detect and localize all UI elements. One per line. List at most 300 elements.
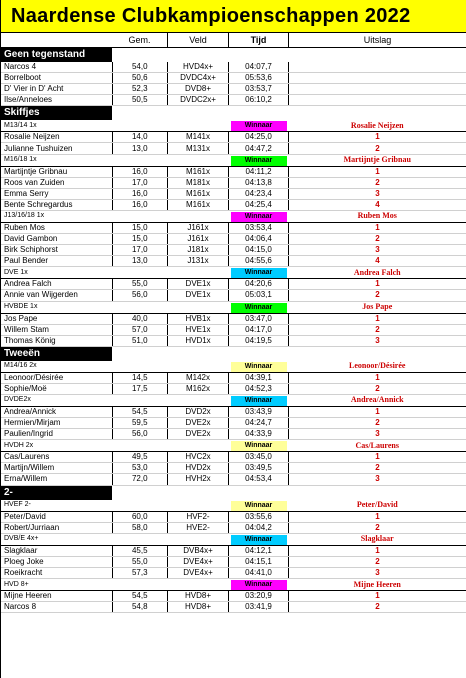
entry-name: Paulien/Ingrid [1, 429, 112, 440]
entry-veld: DVE2x [168, 418, 229, 429]
table-row [1, 556, 466, 567]
entry-tijd: 04:55,6 [229, 256, 289, 267]
entry-rank: 2 [289, 383, 466, 394]
entry-gem: 56,0 [112, 290, 168, 301]
category-spacer [168, 361, 229, 373]
winner-badge: Winnaar [231, 121, 287, 131]
category-row [1, 361, 466, 373]
entry-name: Rosalie Neijzen [1, 132, 112, 143]
entry-name: Slagklaar [1, 545, 112, 556]
category-spacer [168, 533, 229, 545]
winner-badge: Winnaar [231, 535, 287, 545]
section-header-row [1, 48, 466, 63]
entry-tijd: 03:47,0 [229, 313, 289, 324]
table-row [1, 143, 466, 154]
entry-tijd: 03:53,7 [229, 84, 289, 95]
winner-cell [229, 394, 289, 406]
table-row [1, 383, 466, 394]
table-row [1, 62, 466, 73]
section-spacer [229, 48, 289, 63]
table-row [1, 474, 466, 485]
winner-badge: Winnaar [231, 580, 287, 590]
entry-veld: HVE2- [168, 522, 229, 533]
entry-tijd: 04:52,3 [229, 383, 289, 394]
category-spacer [168, 500, 229, 512]
entry-gem: 57,0 [112, 324, 168, 335]
entry-name: Robert/Jurriaan [1, 522, 112, 533]
table-row [1, 177, 466, 188]
entry-veld: DVDC2x+ [168, 95, 229, 106]
table-row [1, 290, 466, 301]
entry-gem: 54,5 [112, 406, 168, 417]
entry-tijd: 03:20,9 [229, 591, 289, 602]
section-title: Skiffjes [1, 106, 112, 121]
header-tijd: Tijd [229, 33, 289, 48]
category-spacer [168, 301, 229, 313]
winner-badge: Winnaar [231, 212, 287, 222]
entry-gem: 55,0 [112, 556, 168, 567]
table-row [1, 372, 466, 383]
entry-veld: HVF2- [168, 511, 229, 522]
category-spacer [168, 154, 229, 166]
entry-gem: 13,0 [112, 143, 168, 154]
entry-veld: HVE1x [168, 324, 229, 335]
entry-name: Ilse/Anneloes [1, 95, 112, 106]
entry-rank: 3 [289, 429, 466, 440]
winner-cell [229, 267, 289, 279]
winner-name: Ruben Mos [289, 210, 466, 222]
header-row [1, 33, 466, 48]
entry-veld: DVE4x+ [168, 567, 229, 578]
entry-veld: HVC2x [168, 452, 229, 463]
entry-gem: 57,3 [112, 567, 168, 578]
entry-tijd: 04:20,6 [229, 279, 289, 290]
entry-rank: 2 [289, 602, 466, 613]
entry-gem: 50,6 [112, 73, 168, 84]
entry-rank: 1 [289, 591, 466, 602]
entry-name: Roos van Zuiden [1, 177, 112, 188]
entry-tijd: 03:55,6 [229, 511, 289, 522]
table-row [1, 463, 466, 474]
entry-rank: 3 [289, 474, 466, 485]
entry-tijd: 04:06,4 [229, 234, 289, 245]
entry-tijd: 04:15,1 [229, 556, 289, 567]
table-row [1, 95, 466, 106]
category-label: HVEF 2- [1, 500, 112, 512]
winner-cell [229, 210, 289, 222]
table-row [1, 222, 466, 233]
entry-rank: 1 [289, 452, 466, 463]
entry-rank: 1 [289, 372, 466, 383]
category-spacer [112, 500, 168, 512]
category-row [1, 301, 466, 313]
table-row [1, 511, 466, 522]
category-spacer [112, 210, 168, 222]
entry-rank: 1 [289, 406, 466, 417]
entry-veld: M142x [168, 372, 229, 383]
entry-tijd: 03:49,5 [229, 463, 289, 474]
entry-gem: 13,0 [112, 256, 168, 267]
section-spacer [168, 106, 229, 121]
table-row [1, 591, 466, 602]
table-row [1, 567, 466, 578]
entry-name: Leonoor/Désirée [1, 372, 112, 383]
entry-rank: 2 [289, 177, 466, 188]
section-header-row [1, 346, 466, 361]
winner-name: Rosalie Neijzen [289, 120, 466, 132]
section-spacer [112, 485, 168, 500]
entry-gem: 72,0 [112, 474, 168, 485]
entry-rank: 1 [289, 545, 466, 556]
entry-rank: 2 [289, 418, 466, 429]
category-spacer [168, 120, 229, 132]
entry-veld: DVB4x+ [168, 545, 229, 556]
entry-veld: DVE4x+ [168, 556, 229, 567]
winner-name: Leonoor/Désirée [289, 361, 466, 373]
header-uitslag: Uitslag [289, 33, 466, 48]
category-row [1, 210, 466, 222]
entry-gem: 15,0 [112, 222, 168, 233]
entry-name: Birk Schiphorst [1, 245, 112, 256]
entry-gem: 17,0 [112, 177, 168, 188]
table-row [1, 84, 466, 95]
winner-cell [229, 500, 289, 512]
table-row [1, 452, 466, 463]
category-label: DVE 1x [1, 267, 112, 279]
entry-tijd: 05:53,6 [229, 73, 289, 84]
winner-badge: Winnaar [231, 156, 287, 166]
entry-veld: J181x [168, 245, 229, 256]
category-spacer [112, 154, 168, 166]
category-spacer [168, 394, 229, 406]
entry-gem: 55,0 [112, 279, 168, 290]
entry-name: D' Vier in D' Acht [1, 84, 112, 95]
entry-gem: 54,8 [112, 602, 168, 613]
entry-tijd: 04:13,8 [229, 177, 289, 188]
entry-gem: 17,5 [112, 383, 168, 394]
table-row [1, 132, 466, 143]
entry-tijd: 04:07,7 [229, 62, 289, 73]
entry-rank: 3 [289, 188, 466, 199]
entry-name: Narcos 8 [1, 602, 112, 613]
entry-rank: 1 [289, 313, 466, 324]
entry-rank [289, 84, 466, 95]
entry-tijd: 04:25,0 [229, 132, 289, 143]
entry-veld: HVD4x+ [168, 62, 229, 73]
results-table [1, 33, 466, 613]
entry-rank [289, 95, 466, 106]
page-title [1, 0, 466, 33]
entry-name: Roeikracht [1, 567, 112, 578]
category-row [1, 154, 466, 166]
winner-cell [229, 301, 289, 313]
entry-gem: 59,5 [112, 418, 168, 429]
winner-cell [229, 533, 289, 545]
category-row [1, 267, 466, 279]
entry-gem: 54,0 [112, 62, 168, 73]
entry-rank: 1 [289, 132, 466, 143]
entry-gem: 58,0 [112, 522, 168, 533]
page-title-text: Naardense Clubkampioenschappen 2022 [11, 4, 411, 27]
entry-veld: J161x [168, 234, 229, 245]
entry-veld: M141x [168, 132, 229, 143]
entry-rank: 1 [289, 166, 466, 177]
category-spacer [112, 120, 168, 132]
winner-cell [229, 579, 289, 591]
table-row [1, 73, 466, 84]
category-row [1, 500, 466, 512]
entry-veld: HVB1x [168, 313, 229, 324]
table-row [1, 602, 466, 613]
winner-badge: Winnaar [231, 362, 287, 372]
winner-cell [229, 154, 289, 166]
entry-tijd: 04:11,2 [229, 166, 289, 177]
entry-tijd: 04:17,0 [229, 324, 289, 335]
entry-rank: 4 [289, 256, 466, 267]
entry-tijd: 04:39,1 [229, 372, 289, 383]
category-label: M16/18 1x [1, 154, 112, 166]
winner-name: Andrea Falch [289, 267, 466, 279]
section-spacer [289, 106, 466, 121]
entry-rank: 1 [289, 222, 466, 233]
entry-gem: 17,0 [112, 245, 168, 256]
entry-name: Cas/Laurens [1, 452, 112, 463]
entry-gem: 50,5 [112, 95, 168, 106]
entry-tijd: 04:53,4 [229, 474, 289, 485]
entry-name: Julianne Tushuizen [1, 143, 112, 154]
entry-gem: 16,0 [112, 188, 168, 199]
entry-veld: DVE1x [168, 279, 229, 290]
entry-veld: J131x [168, 256, 229, 267]
entry-gem: 14,0 [112, 132, 168, 143]
entry-name: Annie van Wijgerden [1, 290, 112, 301]
table-row [1, 324, 466, 335]
winner-name: Jos Pape [289, 301, 466, 313]
category-spacer [112, 267, 168, 279]
entry-gem: 45,5 [112, 545, 168, 556]
entry-tijd: 04:24,7 [229, 418, 289, 429]
winner-name: Martijntje Gribnau [289, 154, 466, 166]
table-row [1, 256, 466, 267]
entry-veld: DVD2x [168, 406, 229, 417]
entry-veld: HVD8+ [168, 602, 229, 613]
category-label: DVB/E 4x+ [1, 533, 112, 545]
winner-badge: Winnaar [231, 303, 287, 313]
entry-name: Ploeg Joke [1, 556, 112, 567]
header-name [1, 33, 112, 48]
entry-rank: 3 [289, 335, 466, 346]
entry-name: Hermien/Mirjam [1, 418, 112, 429]
table-row [1, 245, 466, 256]
entry-name: Mijne Heeren [1, 591, 112, 602]
entry-name: Martijn/Willem [1, 463, 112, 474]
category-spacer [112, 440, 168, 452]
entry-tijd: 04:41,0 [229, 567, 289, 578]
entry-tijd: 04:12,1 [229, 545, 289, 556]
entry-gem: 52,3 [112, 84, 168, 95]
entry-tijd: 04:25,4 [229, 199, 289, 210]
header-gem: Gem. [112, 33, 168, 48]
category-spacer [112, 361, 168, 373]
entry-name: Ruben Mos [1, 222, 112, 233]
entry-gem: 15,0 [112, 234, 168, 245]
section-spacer [289, 48, 466, 63]
winner-badge: Winnaar [231, 501, 287, 511]
winner-badge: Winnaar [231, 396, 287, 406]
entry-veld: DVD8+ [168, 84, 229, 95]
category-row [1, 440, 466, 452]
entry-name: Erna/Willem [1, 474, 112, 485]
entry-tijd: 03:45,0 [229, 452, 289, 463]
entry-tijd: 04:23,4 [229, 188, 289, 199]
section-spacer [229, 346, 289, 361]
section-header-row [1, 485, 466, 500]
entry-veld: M181x [168, 177, 229, 188]
entry-name: Bente Schregardus [1, 199, 112, 210]
section-spacer [289, 485, 466, 500]
category-label: M14/16 2x [1, 361, 112, 373]
winner-name: Mijne Heeren [289, 579, 466, 591]
section-spacer [112, 48, 168, 63]
winner-name: Peter/David [289, 500, 466, 512]
category-label: DVDE2x [1, 394, 112, 406]
entry-rank: 2 [289, 290, 466, 301]
entry-name: Andrea/Annick [1, 406, 112, 417]
section-title: 2- [1, 485, 112, 500]
entry-tijd: 06:10,2 [229, 95, 289, 106]
entry-name: Willem Stam [1, 324, 112, 335]
entry-veld: M161x [168, 166, 229, 177]
category-spacer [112, 301, 168, 313]
entry-veld: HVH2x [168, 474, 229, 485]
entry-rank: 2 [289, 522, 466, 533]
section-spacer [229, 106, 289, 121]
entry-tijd: 04:19,5 [229, 335, 289, 346]
table-row [1, 522, 466, 533]
section-spacer [289, 346, 466, 361]
entry-name: Narcos 4 [1, 62, 112, 73]
winner-badge: Winnaar [231, 268, 287, 278]
entry-name: David Gambon [1, 234, 112, 245]
category-spacer [168, 440, 229, 452]
category-spacer [112, 394, 168, 406]
entry-veld: HVD8+ [168, 591, 229, 602]
entry-veld: M161x [168, 199, 229, 210]
entry-rank: 2 [289, 234, 466, 245]
category-label: M13/14 1x [1, 120, 112, 132]
section-spacer [168, 485, 229, 500]
category-spacer [168, 267, 229, 279]
table-row [1, 199, 466, 210]
entry-rank: 3 [289, 567, 466, 578]
category-row [1, 579, 466, 591]
entry-rank: 1 [289, 511, 466, 522]
table-row [1, 166, 466, 177]
winner-cell [229, 440, 289, 452]
entry-rank: 4 [289, 199, 466, 210]
category-row [1, 120, 466, 132]
entry-tijd: 03:53,4 [229, 222, 289, 233]
entry-tijd: 04:15,0 [229, 245, 289, 256]
category-spacer [112, 533, 168, 545]
winner-name: Cas/Laurens [289, 440, 466, 452]
category-label: HVD 8+ [1, 579, 112, 591]
entry-rank [289, 73, 466, 84]
entry-rank: 2 [289, 463, 466, 474]
table-row [1, 313, 466, 324]
entry-tijd: 04:33,9 [229, 429, 289, 440]
entry-veld: M162x [168, 383, 229, 394]
winner-name: Andrea/Annick [289, 394, 466, 406]
entry-rank: 2 [289, 324, 466, 335]
entry-gem: 60,0 [112, 511, 168, 522]
entry-tijd: 04:47,2 [229, 143, 289, 154]
entry-gem: 40,0 [112, 313, 168, 324]
entry-rank: 2 [289, 143, 466, 154]
header-veld: Veld [168, 33, 229, 48]
entry-tijd: 03:41,9 [229, 602, 289, 613]
entry-name: Sophie/Moë [1, 383, 112, 394]
entry-gem: 49,5 [112, 452, 168, 463]
table-row [1, 335, 466, 346]
table-row [1, 406, 466, 417]
entry-name: Thomas König [1, 335, 112, 346]
section-spacer [168, 48, 229, 63]
entry-gem: 56,0 [112, 429, 168, 440]
category-label: HVBDE 1x [1, 301, 112, 313]
entry-veld: DVE2x [168, 429, 229, 440]
winner-badge: Winnaar [231, 441, 287, 451]
entry-rank: 2 [289, 556, 466, 567]
entry-veld: DVDC4x+ [168, 73, 229, 84]
entry-veld: DVE1x [168, 290, 229, 301]
section-spacer [229, 485, 289, 500]
entry-tijd: 05:03,1 [229, 290, 289, 301]
entry-name: Emma Serry [1, 188, 112, 199]
category-label: HVDH 2x [1, 440, 112, 452]
winner-cell [229, 361, 289, 373]
entry-gem: 54,5 [112, 591, 168, 602]
entry-name: Borrelboot [1, 73, 112, 84]
table-row [1, 234, 466, 245]
category-spacer [168, 210, 229, 222]
entry-rank [289, 62, 466, 73]
table-row [1, 188, 466, 199]
table-row [1, 429, 466, 440]
entry-name: Andrea Falch [1, 279, 112, 290]
section-title: Geen tegenstand [1, 48, 112, 63]
entry-gem: 14,5 [112, 372, 168, 383]
entry-gem: 16,0 [112, 166, 168, 177]
entry-veld: HVD2x [168, 463, 229, 474]
category-label: J13/16/18 1x [1, 210, 112, 222]
entry-rank: 3 [289, 245, 466, 256]
category-row [1, 533, 466, 545]
entry-name: Paul Bender [1, 256, 112, 267]
table-row [1, 545, 466, 556]
results-table-body [1, 33, 466, 613]
category-spacer [168, 579, 229, 591]
entry-veld: J161x [168, 222, 229, 233]
category-spacer [112, 579, 168, 591]
entry-name: Peter/David [1, 511, 112, 522]
entry-gem: 53,0 [112, 463, 168, 474]
entry-veld: HVD1x [168, 335, 229, 346]
entry-name: Martijntje Gribnau [1, 166, 112, 177]
category-row [1, 394, 466, 406]
entry-veld: M161x [168, 188, 229, 199]
entry-tijd: 04:04,2 [229, 522, 289, 533]
